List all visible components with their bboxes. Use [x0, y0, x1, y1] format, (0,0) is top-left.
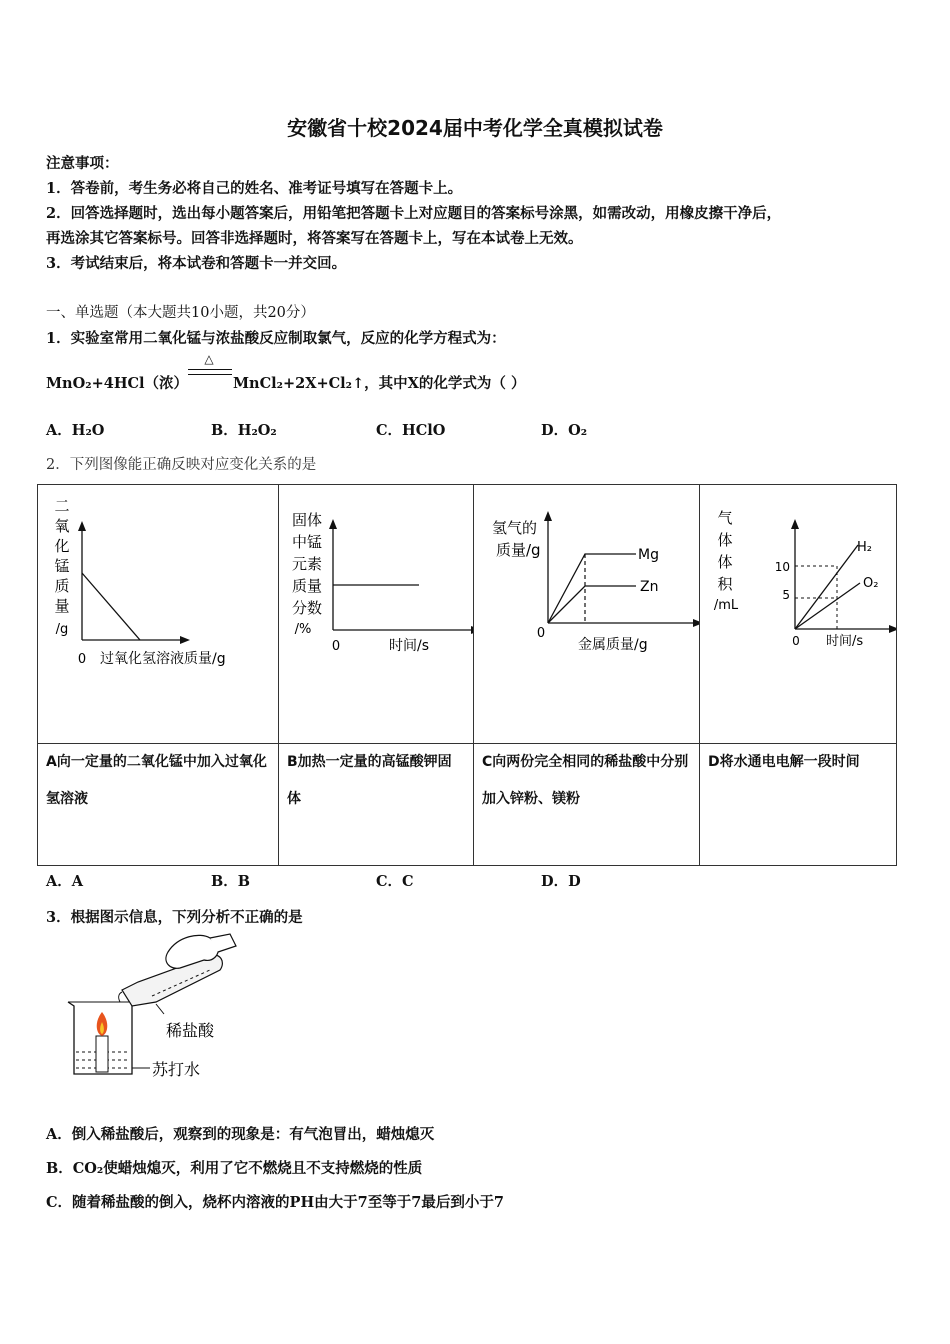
graph-a	[38, 485, 278, 743]
arrow-icon	[889, 625, 896, 633]
candle-icon	[96, 1036, 108, 1072]
water-label: 苏打水	[152, 1060, 201, 1079]
graph-b-ylabel: 元素	[291, 555, 323, 573]
page-title: 安徽省十校2024届中考化学全真模拟试卷	[287, 116, 663, 140]
graph-b-ylabel: 中锰	[291, 533, 323, 551]
arrow-icon	[693, 619, 699, 627]
graph-d-ylabel: 积	[717, 575, 733, 593]
q1-stem: 1．实验室常用二氧化锰与浓盐酸反应制取氯气，反应的化学方程式为：	[46, 330, 506, 347]
notice-heading: 注意事项：	[46, 155, 119, 172]
graph-a-ylabel: 氧	[54, 517, 70, 535]
graph-c-legend-mg: Mg	[638, 547, 659, 563]
graph-d-legend-o2: O₂	[863, 576, 879, 591]
graph-c	[474, 485, 699, 743]
notice-item: 再选涂其它答案标号。回答非选择题时，将答案写在答题卡上，写在本试卷上无效。	[46, 230, 583, 247]
graph-d	[700, 485, 896, 743]
graph-d-caption: D将水通电电解一段时间	[708, 754, 860, 770]
arrow-icon	[791, 519, 799, 529]
graph-c-caption: C向两份完全相同的稀盐酸中分别加入锌粉、镁粉	[482, 754, 689, 807]
q3-option-a[interactable]: A．倒入稀盐酸后，观察到的现象是：有气泡冒出，蜡烛熄灭	[46, 1126, 435, 1143]
graph-d-series-h2	[795, 545, 858, 629]
graph-a-ylabel: 量	[54, 597, 70, 615]
graph-b-xlabel: 时间/s	[389, 638, 430, 654]
graph-a-xlabel: 过氧化氢溶液质量/g	[100, 651, 226, 667]
graph-b-ylabel: 固体	[291, 511, 323, 529]
graph-a-ylabel: 二	[54, 497, 70, 515]
graph-b-ylabel: 分数	[291, 599, 323, 617]
q1-option-d[interactable]: D．O₂	[541, 422, 588, 439]
graph-d-ylabel: 体	[717, 553, 733, 571]
arrow-icon	[78, 521, 86, 531]
graph-c-ylabel: 氢气的	[492, 519, 538, 537]
graph-a-origin: 0	[77, 652, 87, 667]
acid-label: 稀盐酸	[166, 1021, 215, 1040]
graph-c-legend-zn: Zn	[640, 579, 659, 595]
graph-c-origin: 0	[536, 626, 546, 641]
arrow-icon	[180, 636, 190, 644]
notice-item: 3．考试结束后，将本试卷和答题卡一并交回。	[46, 255, 347, 272]
label-leader	[156, 1004, 164, 1014]
q1-option-b[interactable]: B．H₂O₂	[211, 422, 277, 439]
section-heading: 一、单选题（本大题共10小题，共20分）	[46, 305, 315, 321]
graph-a-ylabel: 锰	[54, 557, 70, 575]
graph-c-series-mg	[548, 554, 636, 623]
q3-option-b[interactable]: B．CO₂使蜡烛熄灭，利用了它不燃烧且不支持燃烧的性质	[46, 1160, 423, 1177]
q1-equation-left: MnO₂+4HCl（浓）	[46, 375, 189, 392]
graph-a-ylabel: 质	[54, 577, 70, 595]
graph-c-series-zn	[548, 586, 636, 623]
q1-equation-condition: △	[204, 352, 214, 366]
q1-option-a[interactable]: A．H₂O	[46, 422, 105, 439]
graph-d-ylabel: /mL	[713, 598, 739, 613]
graph-d-tick: 10	[774, 560, 790, 574]
arrow-icon	[544, 511, 552, 521]
graph-c-ylabel: 质量/g	[496, 541, 541, 559]
q3-figure	[60, 932, 240, 1082]
arrow-icon	[471, 626, 473, 634]
graph-d-tick: 5	[782, 588, 790, 602]
graph-c-xlabel: 金属质量/g	[578, 637, 648, 653]
graph-d-origin: 0	[792, 634, 800, 648]
q2-stem: 2．下列图像能正确反映对应变化关系的是	[46, 457, 317, 473]
graph-d-ylabel: 气	[717, 509, 733, 527]
notice-item: 2．回答选择题时，选出每小题答案后，用铅笔把答题卡上对应题目的答案标号涂黑，如需改动，用橡皮擦干净后，	[46, 205, 782, 222]
graph-a-caption: A向一定量的二氧化锰中加入过氧化氢溶液	[46, 754, 267, 807]
graph-d-xlabel: 时间/s	[826, 634, 864, 649]
arrow-icon	[329, 519, 337, 529]
graph-b-ylabel: /%	[294, 622, 312, 637]
graph-d-legend-h2: H₂	[857, 540, 872, 555]
q2-graph-table	[37, 484, 897, 866]
pour-stream	[119, 992, 122, 1002]
q1-equation-right: MnCl₂+2X+Cl₂↑，其中X的化学式为（ ）	[233, 375, 526, 392]
graph-b-caption: B加热一定量的高锰酸钾固体	[287, 754, 452, 807]
q2-option-d[interactable]: D．D	[541, 873, 581, 890]
q3-stem: 3．根据图示信息，下列分析不正确的是	[46, 909, 303, 926]
graph-b	[279, 485, 473, 743]
graph-a-line	[82, 573, 140, 640]
graph-d-ylabel: 体	[717, 531, 733, 549]
graph-d-series-o2	[795, 583, 860, 629]
q2-option-a[interactable]: A．A	[46, 873, 84, 890]
q1-option-c[interactable]: C．HClO	[376, 422, 446, 439]
q2-option-c[interactable]: C．C	[376, 873, 414, 890]
graph-a-ylabel: /g	[55, 622, 69, 637]
graph-b-origin: 0	[331, 639, 341, 654]
q2-option-b[interactable]: B．B	[211, 873, 251, 890]
graph-a-ylabel: 化	[54, 537, 70, 555]
q3-option-c[interactable]: C．随着稀盐酸的倒入，烧杯内溶液的PH由大于7至等于7最后到小于7	[46, 1194, 504, 1211]
graph-b-ylabel: 质量	[291, 577, 323, 595]
equation-equals-sign	[188, 369, 232, 375]
notice-item: 1．答卷前，考生务必将自己的姓名、准考证号填写在答题卡上。	[46, 180, 463, 197]
